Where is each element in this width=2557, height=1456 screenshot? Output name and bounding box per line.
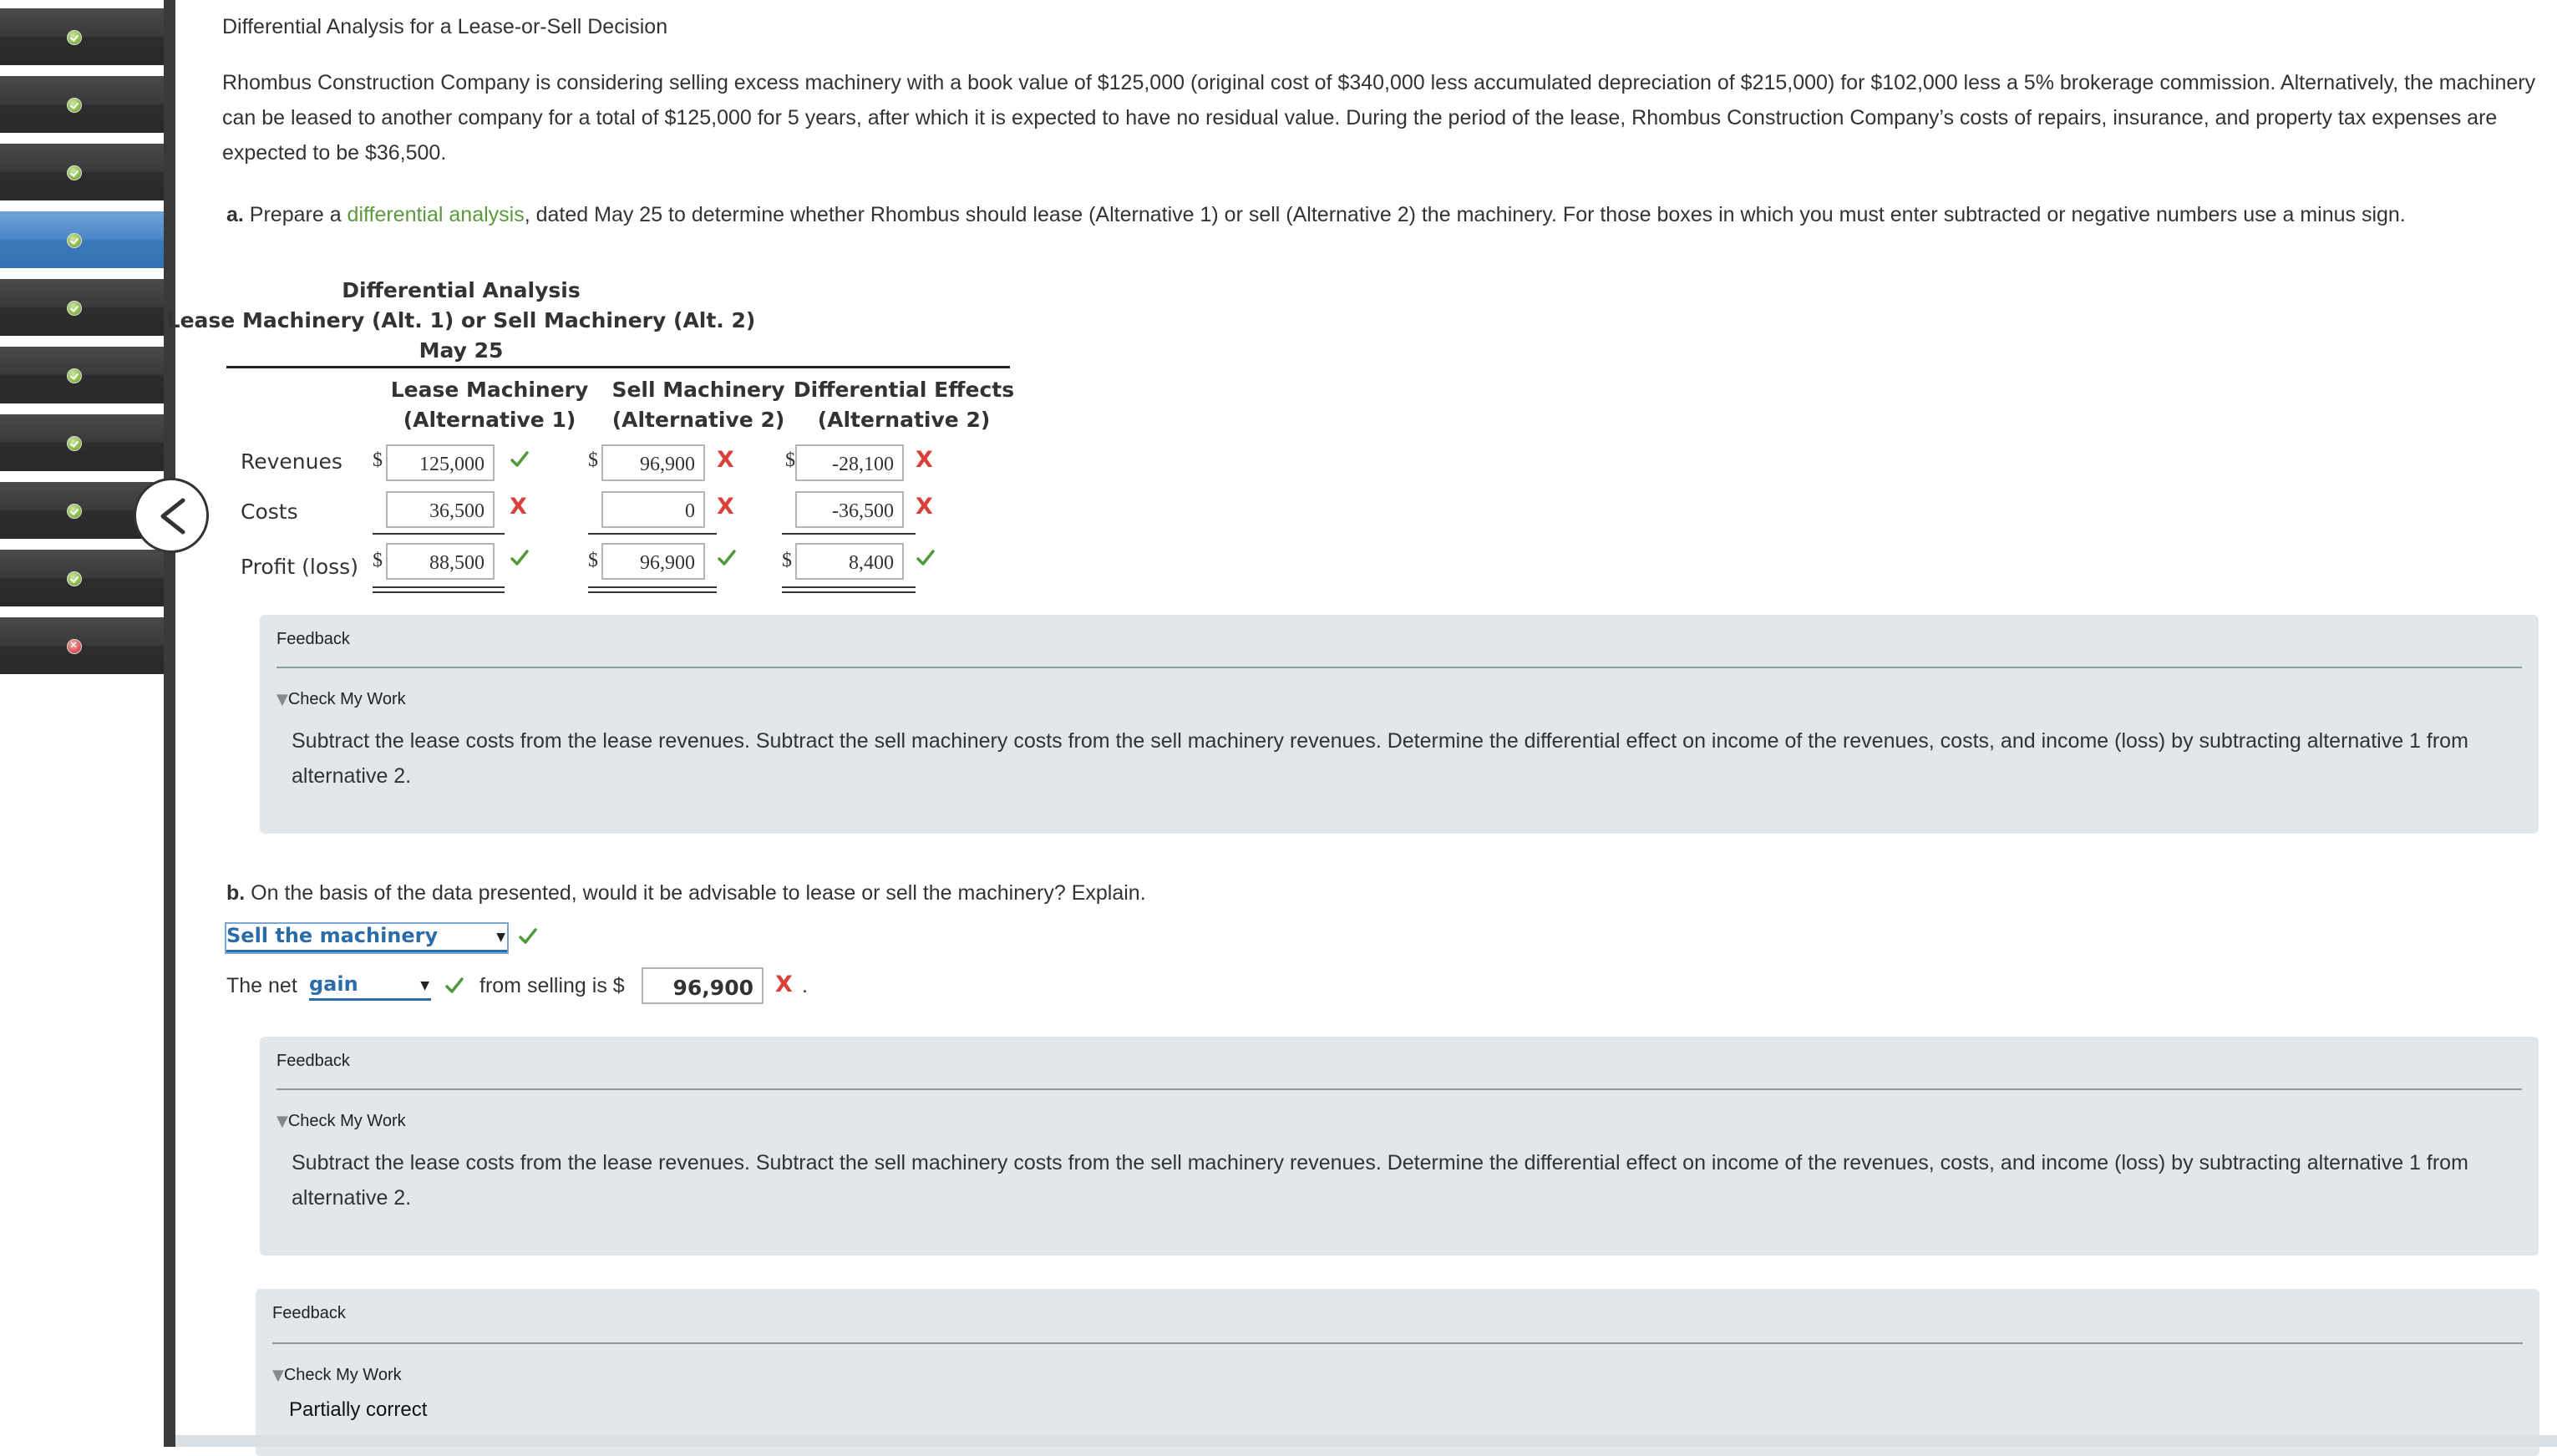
subtotal-rule xyxy=(782,533,916,535)
check-my-work-label: Check My Work xyxy=(287,690,406,708)
feedback-divider xyxy=(277,667,2522,668)
sidebar-question-7[interactable] xyxy=(0,414,164,471)
bottom-scroll-edge xyxy=(175,1435,2557,1447)
column-header-line: Sell Machinery xyxy=(611,378,785,402)
sidebar-question-3[interactable] xyxy=(0,144,164,200)
column-header-line: Lease Machinery xyxy=(390,378,589,402)
sidebar-question-2[interactable] xyxy=(0,76,164,133)
sell-revenues-input[interactable]: 96,900 xyxy=(601,444,705,481)
sell-costs-input[interactable]: 0 xyxy=(601,491,705,528)
incorrect-status-icon xyxy=(67,639,82,654)
part-b-text: On the basis of the data presented, would it be advisable to lease or sell the machinery? Explain. xyxy=(245,881,1146,905)
lease-profit-input[interactable]: 88,500 xyxy=(386,543,495,580)
correct-status-icon xyxy=(67,504,82,519)
row-label-revenues: Revenues xyxy=(241,449,342,474)
column-header-line: (Alternative 2) xyxy=(611,408,785,432)
check-icon xyxy=(444,976,464,996)
differential-analysis-link[interactable]: differential analysis xyxy=(347,203,525,226)
incorrect-x-icon: X xyxy=(916,494,933,520)
feedback-title: Feedback xyxy=(277,1052,350,1070)
column-header-line: (Alternative 2) xyxy=(817,408,991,432)
correct-status-icon xyxy=(67,571,82,586)
dropdown-caret-icon: ▼ xyxy=(420,979,429,992)
select-value: gain xyxy=(309,972,358,996)
select-value: Sell the machinery xyxy=(226,924,439,947)
part-a-label: a. xyxy=(226,203,244,226)
column-header-line: (Alternative 1) xyxy=(403,408,576,432)
feedback-divider xyxy=(272,1342,2523,1344)
column-header-sell xyxy=(581,375,815,435)
from-selling-text: from selling is $ xyxy=(479,974,625,997)
part-b-label: b. xyxy=(226,881,246,905)
differential-profit-input[interactable]: 8,400 xyxy=(795,543,904,580)
sentence-period: . xyxy=(802,974,808,997)
incorrect-x-icon: X xyxy=(717,494,734,520)
incorrect-x-icon: X xyxy=(717,447,734,473)
correct-status-icon xyxy=(67,368,82,383)
feedback-body: Subtract the lease costs from the lease revenues. Subtract the sell machinery costs from the sell machinery revenues. Determine the differential effect on income of the revenues, costs, and income (loss) by subtracting alternative 1 from alternative 2. xyxy=(292,1151,2468,1210)
correct-status-icon xyxy=(67,301,82,316)
triangle-down-icon: ▼ xyxy=(272,1367,284,1384)
feedback-panel-b xyxy=(260,1037,2539,1256)
total-double-rule xyxy=(588,591,717,593)
correct-status-icon xyxy=(67,30,82,45)
feedback-panel-a xyxy=(260,615,2539,834)
sidebar-border xyxy=(164,0,175,1447)
part-b-question xyxy=(226,875,1146,911)
check-icon xyxy=(518,926,538,946)
feedback-body: Subtract the lease costs from the lease revenues. Subtract the sell machinery costs from the sell machinery revenues. Determine the differential effect on income of the revenues, costs, and income (loss) by subtracting alternative 1 from alternative 2. xyxy=(292,729,2468,788)
sidebar-question-4[interactable] xyxy=(0,211,164,268)
header-rule xyxy=(226,366,1010,368)
lease-costs-input[interactable]: 36,500 xyxy=(386,491,495,528)
net-amount-input[interactable]: 96,900 xyxy=(642,967,764,1004)
part-a-text-before: Prepare a xyxy=(243,203,348,226)
incorrect-x-icon: X xyxy=(916,447,933,473)
currency-sign: $ xyxy=(588,449,598,471)
part-a-text-after: , dated May 25 to determine whether Rhombus should lease (Alternative 1) or sell (Alternative 2) the machinery. For those boxes in which you must enter subtracted or negative numbers use a minus sign. xyxy=(524,203,2406,226)
sidebar-question-9[interactable] xyxy=(0,550,164,606)
check-my-work-toggle[interactable] xyxy=(272,1366,402,1385)
differential-revenues-input[interactable]: -28,100 xyxy=(795,444,904,481)
currency-sign: $ xyxy=(373,449,383,471)
part-a-instructions xyxy=(226,197,2540,232)
problem-title: Differential Analysis for a Lease-or-Sell Decision xyxy=(222,15,668,38)
sidebar-question-10[interactable] xyxy=(0,617,164,674)
dropdown-caret-icon: ▼ xyxy=(496,931,505,944)
collapse-sidebar-button[interactable] xyxy=(134,478,209,553)
chevron-left-icon xyxy=(156,497,190,535)
net-prefix-text: The net xyxy=(226,974,297,997)
correct-status-icon xyxy=(67,165,82,180)
subtotal-rule xyxy=(588,533,717,535)
feedback-divider xyxy=(277,1088,2522,1090)
net-gain-loss-select[interactable] xyxy=(309,972,431,1001)
currency-sign: $ xyxy=(785,449,795,471)
check-my-work-label: Check My Work xyxy=(283,1366,402,1384)
currency-sign: $ xyxy=(373,550,383,571)
check-icon xyxy=(717,548,737,568)
check-my-work-label: Check My Work xyxy=(287,1112,406,1130)
differential-costs-input[interactable]: -36,500 xyxy=(795,491,904,528)
feedback-panel-overall xyxy=(256,1289,2539,1456)
check-icon xyxy=(510,548,530,568)
feedback-title: Feedback xyxy=(272,1304,346,1322)
analysis-date: May 25 xyxy=(419,338,504,363)
feedback-title: Feedback xyxy=(277,630,350,648)
sell-profit-input[interactable]: 96,900 xyxy=(601,543,705,580)
correct-status-icon xyxy=(67,233,82,248)
correct-status-icon xyxy=(67,436,82,451)
column-header-lease xyxy=(373,375,606,435)
total-double-rule xyxy=(588,586,717,588)
column-header-differential xyxy=(787,375,1021,435)
currency-sign: $ xyxy=(588,550,598,571)
total-double-rule xyxy=(782,591,916,593)
check-icon xyxy=(916,548,936,568)
currency-sign: $ xyxy=(782,550,792,571)
check-my-work-toggle[interactable] xyxy=(277,690,406,709)
total-double-rule xyxy=(373,591,505,593)
analysis-title: Differential Analysis xyxy=(342,278,581,302)
analysis-subtitle: Lease Machinery (Alt. 1) or Sell Machinery (Alt. 2) xyxy=(166,308,756,332)
check-my-work-toggle[interactable] xyxy=(277,1112,406,1131)
lease-revenues-input[interactable]: 125,000 xyxy=(386,444,495,481)
total-double-rule xyxy=(373,586,505,588)
incorrect-x-icon: X xyxy=(775,972,793,997)
correct-status-icon xyxy=(67,98,82,113)
row-label-profit-loss: Profit (loss) xyxy=(241,555,358,579)
subtotal-rule xyxy=(373,533,505,535)
triangle-down-icon: ▼ xyxy=(277,691,288,708)
problem-scenario: Rhombus Construction Company is considering selling excess machinery with a book value of $125,000 (original cost of $340,000 less accumulated depreciation of $215,000) for $102,000 less a 5% brokerage commission. Alternatively, the machinery can be leased to another company for a total of $125,000 for 5 years, after which it is expected to have no residual value. During the period of the lease, Rhombus Construction Company’s costs of repairs, insurance, and property tax expenses are expected to be $36,500. xyxy=(222,71,2536,165)
lease-or-sell-select[interactable] xyxy=(226,924,507,952)
incorrect-x-icon: X xyxy=(510,494,527,520)
row-label-costs: Costs xyxy=(241,500,298,524)
question-nav-sidebar xyxy=(0,0,164,1447)
check-icon xyxy=(510,449,530,469)
sidebar-question-1[interactable] xyxy=(0,8,164,65)
total-double-rule xyxy=(782,586,916,588)
column-header-line: Differential Effects xyxy=(793,378,1015,402)
result-status: Partially correct xyxy=(289,1398,428,1421)
triangle-down-icon: ▼ xyxy=(277,1113,288,1130)
